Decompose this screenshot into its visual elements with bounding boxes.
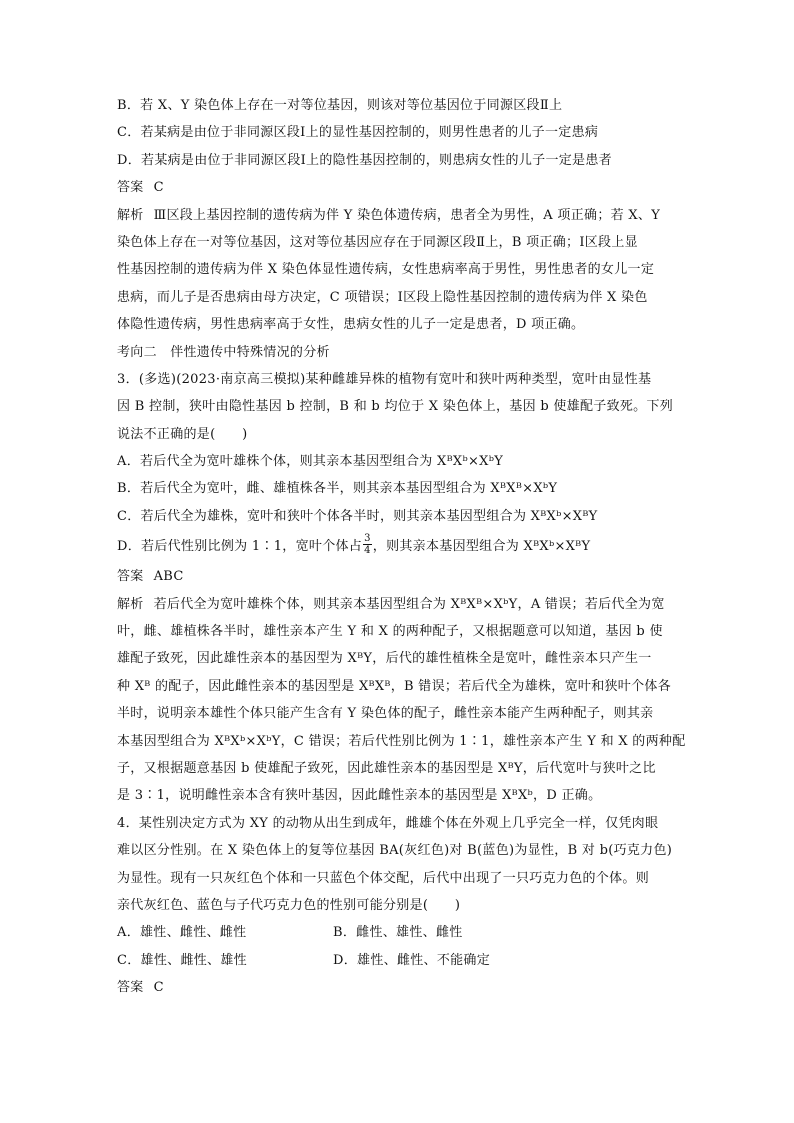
analysis-line: 体隐性遗传病，男性患病率高于女性，患病女性的儿子一定是患者，D 项正确。 xyxy=(117,317,585,333)
analysis-line: 患病，而儿子是否患病由母方决定，C 项错误；Ⅰ区段上隐性基因控制的遗传病为伴 X 染色 xyxy=(117,289,648,305)
option-a: A．雄性、雌性、雌性 xyxy=(117,925,247,941)
question-line: 因 B 控制，狭叶由隐性基因 b 控制，B 和 b 均位于 X 染色体上，基因 b 使雄配子致死。下列 xyxy=(117,399,674,415)
analysis-line: 半时，说明亲本雄性个体只能产生含有 Y 染色体的配子，雌性亲本能产生两种配子，则其亲 xyxy=(117,706,654,722)
option-b: B．雌性、雄性、雌性 xyxy=(333,925,463,941)
section-title: 考向二 伴性遗传中特殊情况的分析 xyxy=(117,344,330,360)
answer-line xyxy=(117,974,677,1001)
fraction-numerator: 3 xyxy=(364,533,371,545)
answer-line xyxy=(117,174,677,201)
answer-line xyxy=(117,563,677,590)
analysis-line xyxy=(117,202,677,229)
answer-value: ABC xyxy=(153,569,184,585)
answer-label: 答案 xyxy=(117,569,144,585)
option-c: C．雄性、雌性、雄性 xyxy=(117,952,247,968)
analysis-label: 解析 xyxy=(117,596,144,612)
analysis-text: 若后代全为宽叶雄株个体，则其亲本基因型组合为 XᴮXᴮ×XᵇY，A 错误；若后代全为宽 xyxy=(153,596,665,612)
question-line: 为显性。现有一只灰红色个体和一只蓝色个体交配，后代中出现了一只巧克力色的个体。则 xyxy=(117,870,650,886)
analysis-line: 子，又根据题意基因 b 使雄配子致死，因此雄性亲本的基因型是 XᴮY，后代宽叶与狭叶之比 xyxy=(117,760,656,776)
analysis-label: 解析 xyxy=(117,207,144,223)
option-d-line: D．若某病是由位于非同源区段Ⅰ上的隐性基因控制的，则患病女性的儿子一定是患者 xyxy=(117,152,612,168)
option-b-line: B．若 X、Y 染色体上存在一对等位基因，则该对等位基因位于同源区段Ⅱ上 xyxy=(117,98,563,113)
options-row xyxy=(117,947,677,974)
option-c-line: C．若后代全为雄株，宽叶和狭叶个体各半时，则其亲本基因型组合为 XᴮXᵇ×XᴮY xyxy=(117,508,598,524)
question-line: 4．某性别决定方式为 XY 的动物从出生到成年，雌雄个体在外观上几乎完全一样，仅凭肉眼 xyxy=(117,815,659,831)
option-d-line xyxy=(117,530,677,563)
analysis-text: Ⅲ区段上基因控制的遗传病为伴 Y 染色体遗传病，患者全为男性，A 项正确；若 X、Y xyxy=(153,207,661,223)
answer-label: 答案 xyxy=(117,180,144,196)
analysis-line: 染色体上存在一对等位基因，这对等位基因应存在于同源区段Ⅱ上，B 项正确；Ⅰ区段上显 xyxy=(117,234,638,250)
fraction-denominator: 4 xyxy=(364,545,371,557)
option-d: D．雄性、雌性、不能确定 xyxy=(333,952,491,968)
answer-value: C xyxy=(153,980,164,996)
question-line: 难以区分性别。在 X 染色体上的复等位基因 BA(灰红色)对 B(蓝色)为显性，B 对 b(巧克力色) xyxy=(117,843,673,859)
question-line: 亲代灰红色、蓝色与子代巧克力色的性别可能分别是( ) xyxy=(117,897,461,913)
options-row xyxy=(117,919,677,946)
question-line: 说法不正确的是( ) xyxy=(117,426,248,442)
analysis-line: 性基因控制的遗传病为伴 X 染色体显性遗传病，女性患病率高于男性，男性患者的女儿一定 xyxy=(117,262,655,278)
analysis-line: 雄配子致死，因此雄性亲本的基因型为 XᴮY，后代的雄性植株全是宽叶，雌性亲本只产生一 xyxy=(117,651,652,667)
analysis-line xyxy=(117,591,677,618)
document-page xyxy=(117,92,686,1002)
analysis-line: 叶，雌、雄植株各半时，雄性亲本产生 Y 和 X 的两种配子，又根据题意可以知道，基因 b 使 xyxy=(117,624,663,640)
option-c-line: C．若某病是由位于非同源区段Ⅰ上的显性基因控制的，则男性患者的儿子一定患病 xyxy=(117,125,599,141)
option-a-line: A．若后代全为宽叶雄株个体，则其亲本基因型组合为 XᴮXᵇ×XᵇY xyxy=(117,454,504,470)
question-line: 3．(多选)(2023·南京高三模拟)某种雌雄异株的植物有宽叶和狭叶两种类型，宽叶由显性基 xyxy=(117,371,652,387)
option-b-line: B．若后代全为宽叶，雌、雄植株各半，则其亲本基因型组合为 XᴮXᴮ×XᵇY xyxy=(117,481,558,497)
answer-value: C xyxy=(153,180,164,196)
option-d-text: D．若后代性别比例为 1∶1，宽叶个体占 xyxy=(117,539,363,555)
analysis-line: 种 Xᴮ 的配子，因此雌性亲本的基因型是 XᴮXᴮ，B 错误；若后代全为雄株，宽叶和狭叶个体各 xyxy=(117,678,671,694)
analysis-line: 本基因型组合为 XᴮXᵇ×XᵇY，C 错误；若后代性别比例为 1∶1，雄性亲本产生 Y 和 X 的两种配 xyxy=(117,733,686,749)
fraction xyxy=(363,533,372,556)
answer-label: 答案 xyxy=(117,980,144,996)
analysis-line: 是 3∶1，说明雌性亲本含有狭叶基因，因此雌性亲本的基因型是 XᴮXᵇ，D 正确。 xyxy=(117,788,602,804)
option-d-text-end: ，则其亲本基因型组合为 XᴮXᵇ×XᴮY xyxy=(372,539,591,555)
